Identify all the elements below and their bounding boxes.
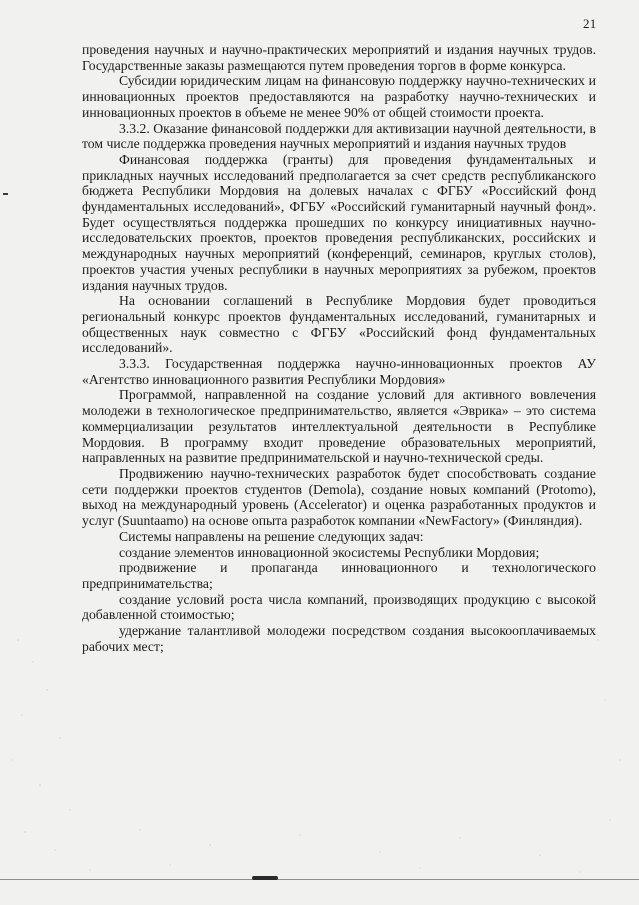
page-number: 21: [583, 16, 597, 31]
paragraph-grants: Финансовая поддержка (гранты) для проведения фундаментальных и прикладных научных исследований предполагается за счет средств республиканского бюджета Республики Мордовия на долевых началах с ФГБУ «Российский фонд фундаментальных исследований», ФГБУ «Российский гуманитарный научный фонд». Будет осуществляться поддержка прошедших по конкурсу инициативных научно-исследовательских проектов, проектов проведения республиканских, российских и международных научных мероприятий (конференций, семинаров, круглых столов), проектов участия ученых республики в научных мероприятиях за рубежом, проектов издания научных трудов.: [82, 151, 596, 293]
list-item: создание условий роста числа компаний, производящих продукцию с высокой добавленной стоимостью;: [82, 591, 596, 623]
paragraph-regional-contest: На основании соглашений в Республике Мордовия будет проводиться региональный конкурс проектов фундаментальных исследований, гуманитарных и общественных наук совместно с ФГБУ «Российский фонд фундаментальных исследований».: [82, 293, 596, 356]
paragraph-eureka-program: Программой, направленной на создание условий для активного вовлечения молодежи в технологическое предпринимательство, является «Эврика» – это система коммерциализации результатов интеллектуальной деятельности в Республике Мордовия. В программу входит проведение образовательных мероприятий, направленных на развитие предпринимательской и научно-технической среды.: [82, 387, 596, 466]
paragraph-continuation: проведения научных и научно-практических мероприятий и издания научных трудов. Государственные заказы размещаются путем проведения торгов в форме конкурса.: [82, 42, 596, 73]
list-item: создание элементов инновационной экосистемы Республики Мордовия;: [119, 544, 540, 560]
paragraph-subsidies: Субсидии юридическим лицам на финансовую поддержку научно-технических и инновационных проектов предоставляются на разработку научно-технических и инновационных проектов в объеме не менее 90% от общей стоимости проекта.: [82, 73, 596, 120]
section-heading-3-3-2: 3.3.2. Оказание финансовой поддержки для активизации научной деятельности, в том числе поддержка проведения научных мероприятий и издания научных трудов: [82, 120, 596, 152]
section-heading-3-3-3: 3.3.3. Государственная поддержка научно-инновационных проектов АУ «Агентство инновационного развития Республики Мордовия»: [82, 356, 596, 387]
scan-mark: [3, 193, 8, 195]
paragraph-tasks-intro: Системы направлены на решение следующих задач:: [119, 528, 424, 544]
body-text: [82, 42, 596, 654]
paragraph-promotion: Продвижению научно-технических разработок будет способствовать создание сети поддержки проектов студентов (Demola), создание новых компаний (Protomo), выход на международный уровень (Accelerator) и оценка разработанных продуктов и услуг (Suuntaamo) на основе опыта разработок компании «NewFactory» (Финляндия).: [82, 465, 596, 529]
scan-blot: [252, 876, 278, 880]
list-item: удержание талантливой молодежи посредством создания высокооплачиваемых рабочих мест;: [82, 623, 596, 654]
list-item: продвижение и пропаганда инновационного и технологического предпринимательства;: [82, 560, 596, 591]
scan-bottom-edge: [0, 879, 639, 880]
